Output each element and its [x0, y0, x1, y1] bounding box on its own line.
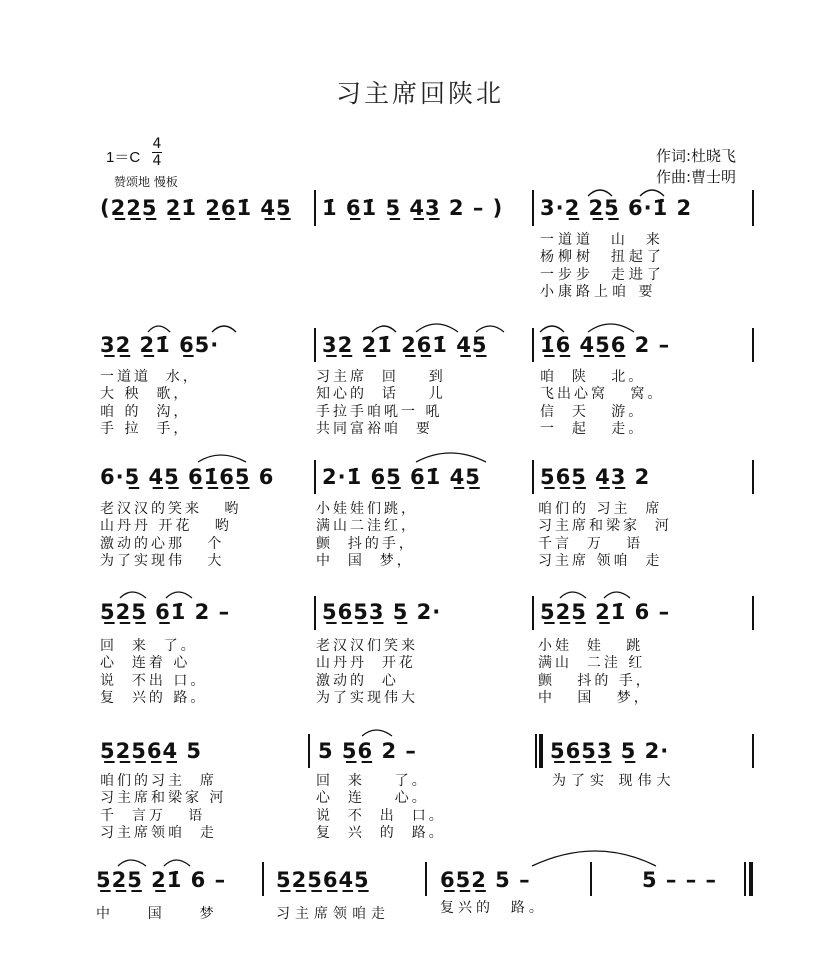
bar-line [752, 190, 754, 226]
final-bar-thin [744, 862, 746, 896]
bar-line [532, 460, 534, 494]
time-signature-bottom: 4 [152, 153, 162, 169]
bar-line [590, 862, 592, 896]
slur [148, 326, 170, 332]
measure-notes: 5 5̲6̲ 2 – [318, 739, 417, 763]
measure-notes: (2̲2̲5̲ 2̲1̇ 2̲6̲1̇ 4̲5̲ [100, 196, 292, 220]
composer: 作曲:曹士明 [656, 168, 737, 186]
measure-notes: 5̲2̲5̲6̲4̲ 5 [100, 739, 202, 763]
slur [362, 730, 392, 736]
measure-notes: 6·5̲ 4̲5̲ 6̲1̲̇6̲5̲ 6 [100, 465, 275, 489]
measure-notes: 5̲6̲5̲3̲ 5̲ 2· [322, 600, 442, 624]
measure-notes: 1̲̇6̲ 4̲5̲6̲ 2 – [540, 333, 671, 357]
credits [656, 146, 736, 188]
bar-line [752, 596, 754, 630]
tempo-marking: 赞颂地 慢板 [114, 175, 178, 189]
measure-notes: 5 – – – [642, 868, 718, 892]
measure-notes: 5̲6̲5̲ 4̲3̲ 2 [540, 465, 651, 489]
bar-line [314, 460, 316, 494]
slur [120, 592, 146, 598]
measure-notes: 3̲2̲ 2̲1̇ 2̲6̲1̇ 4̲5̲ [322, 333, 488, 357]
measure-notes: 6̲5̲2̲ 5 – [440, 868, 531, 892]
key-signature: 1＝C [106, 149, 141, 166]
measure-lyrics: 小娃娃们跳， 满山二洼红， 颤 抖的手， 中 国 梦， [316, 501, 418, 570]
measure-lyrics: 咱们的习主 席 习主席和梁家 河 千 言万 语 习主席领咱 走 [100, 773, 227, 842]
tie [532, 851, 656, 866]
bar-line [314, 328, 316, 362]
bar-line [262, 862, 264, 896]
slur [476, 326, 504, 332]
measure-lyrics: 老汉汉的笑来 哟 山丹丹 开花 哟 激动的心那 个 为了实现伟 大 [100, 501, 242, 570]
bar-line [314, 596, 316, 630]
bar-line [425, 862, 427, 896]
measure-lyrics: 回 来 了。 心 连着 心 说 不出 口。 复 兴的 路。 [100, 638, 208, 707]
slur [604, 592, 630, 598]
measure-lyrics: 习主席领咱走 [276, 906, 390, 922]
slur [560, 592, 586, 598]
bar-line [752, 460, 754, 494]
bar-line [532, 190, 534, 226]
slur [118, 860, 146, 866]
song-title: 习主席回陕北 [335, 79, 504, 108]
repeat-bar-thin [535, 734, 537, 768]
measure-lyrics: 咱们的 习主 席 习主席和梁家 河 千言 万 语 习主席 领咱 走 [538, 501, 672, 570]
bar-line [314, 190, 316, 226]
measure-lyrics: 老汉汉们笑来 山丹丹 开花 激动的 心 为了实现伟大 [316, 638, 418, 707]
slur [416, 324, 458, 332]
measure-lyrics: 一道道 水， 大 秧 歌， 咱 的 沟， 手 拉 手， [100, 369, 200, 438]
bar-line [752, 734, 754, 768]
measure-notes: 2·1̇ 6̲5̲ 6̲1̇ 4̲5̲ [322, 465, 481, 489]
bar-line [532, 328, 534, 362]
slur [212, 326, 236, 332]
measure-notes: 1̇ 6̲1̇ 5̲ 4̲3̲ 2 – ) [322, 196, 504, 220]
bar-line [532, 596, 534, 630]
bar-line [752, 328, 754, 362]
slur [588, 324, 634, 332]
final-bar-thick [749, 862, 753, 896]
measure-notes: 5̲2̲5̲ 2̲1̇ 6 – [96, 868, 227, 892]
measure-notes: 5̲2̲5̲ 2̲1̇ 6 – [540, 600, 671, 624]
measure-lyrics: 习主席 回 到 知心的 话 儿 手拉手咱吼一 吼 共同富裕咱 要 [316, 369, 446, 438]
time-signature [150, 136, 164, 169]
measure-lyrics: 回 来 了。 心 连 心。 说 不 出 口。 复 兴 的 路。 [316, 773, 446, 842]
measure-lyrics: 中 国 梦 [96, 906, 218, 922]
repeat-bar-thick [539, 734, 543, 768]
slur [540, 326, 564, 332]
measure-notes: 3·2̲ 2̲5̲ 6·1̇ 2 [540, 196, 693, 220]
bar-line [308, 734, 310, 768]
slur [198, 455, 246, 462]
slur [166, 592, 192, 598]
measure-notes: 5̲6̲5̲3̲ 5̲ 2· [550, 739, 670, 763]
measure-lyrics: 复兴的 路。 [440, 900, 547, 916]
measure-notes: 5̲2̲5̲6̲4̲5̲ [276, 868, 370, 892]
slur [372, 326, 396, 332]
measure-notes: 3̲2̲ 2̲1̇ 6̲5· [100, 333, 220, 357]
slur [416, 453, 486, 462]
measure-lyrics: 咱 陕 北。 飞出心窝 窝。 信 天 游。 一 起 走。 [540, 369, 665, 438]
time-signature-top: 4 [152, 136, 162, 152]
slur [164, 860, 190, 866]
lyricist: 作词:杜晓飞 [656, 147, 737, 165]
measure-notes: 5̲2̲5̲ 6̲1̇ 2 – [100, 600, 231, 624]
measure-lyrics: 一道道 山 来 杨柳树 扭起了 一步步 走进了 小康路上咱 要 [540, 232, 665, 301]
measure-lyrics: 为了实 现伟大 [552, 773, 676, 789]
measure-lyrics: 小娃 娃 跳 满山 二洼 红 颤 抖的 手， 中 国 梦， [538, 638, 653, 707]
